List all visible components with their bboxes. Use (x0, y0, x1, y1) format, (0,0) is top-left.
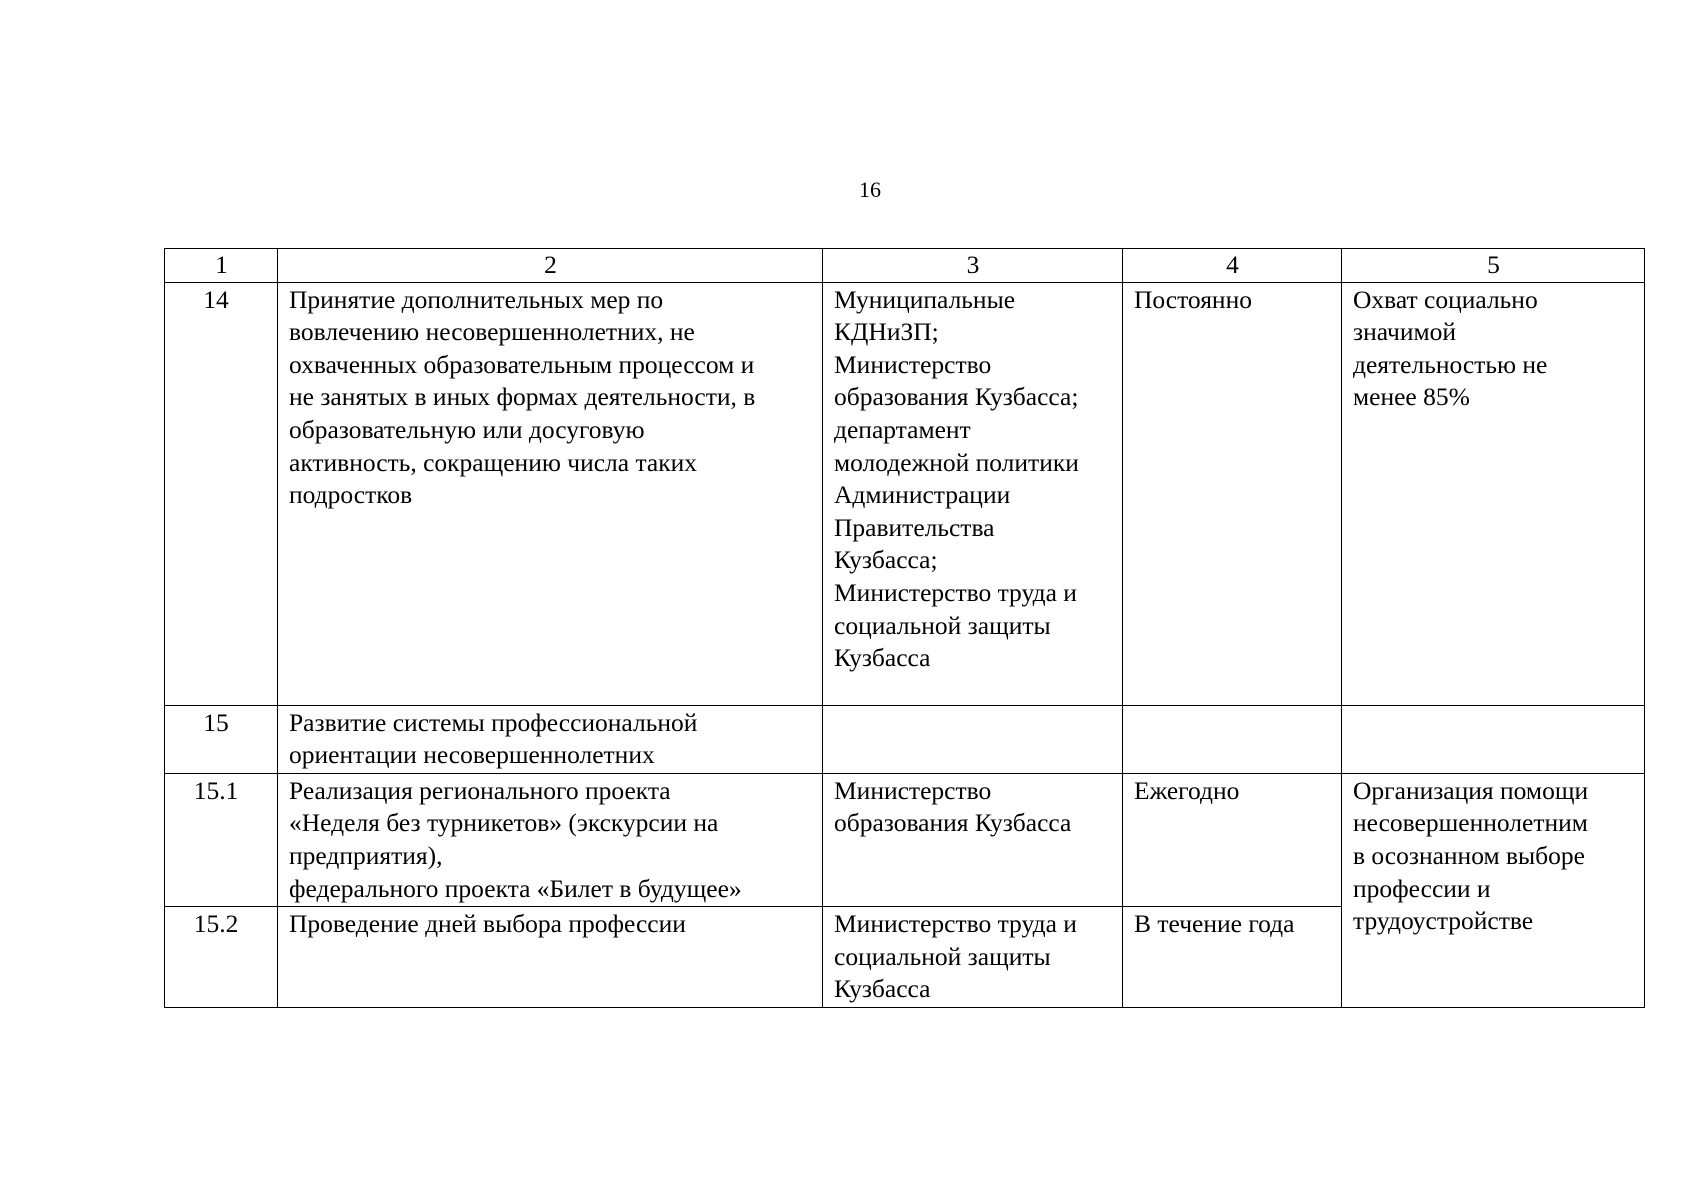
term-text (1123, 705, 1342, 773)
page-number: 16 (859, 177, 881, 202)
measure-text: Принятие дополнительных мер по вовлечению несовершеннолетних, не охваченных образовательным процессом и не занятых в иных формах деятельности, в образовательную или досуговую активность, сокращению числа таких подростков (278, 282, 823, 705)
responsible-text (823, 705, 1123, 773)
table-row (165, 282, 1645, 705)
term-text: Ежегодно (1123, 773, 1342, 906)
row-number: 15.2 (165, 907, 278, 1008)
result-text (1342, 705, 1645, 773)
row-number: 15 (165, 705, 278, 773)
responsible-text: Министерство труда и социальной защиты Кузбасса (823, 907, 1123, 1008)
result-text: Организация помощи несовершеннолетним в осознанном выборе профессии и трудоустройстве (1342, 773, 1645, 1007)
measures-table (164, 248, 1645, 1008)
header-cell-1: 1 (165, 249, 278, 283)
term-text: В течение года (1123, 907, 1342, 1008)
table-row (165, 773, 1645, 906)
header-cell-5: 5 (1342, 249, 1645, 283)
table-row (165, 705, 1645, 773)
row-number: 15.1 (165, 773, 278, 906)
row-number: 14 (165, 282, 278, 705)
responsible-text: Муниципальные КДНиЗП; Министерство образования Кузбасса; департамент молодежной политики Администрации Правительства Кузбасса; Министерство труда и социальной защиты Кузбасса (823, 282, 1123, 705)
header-cell-3: 3 (823, 249, 1123, 283)
term-text: Постоянно (1123, 282, 1342, 705)
measure-text: Проведение дней выбора профессии (278, 907, 823, 1008)
measure-text: Развитие системы профессиональной ориентации несовершеннолетних (278, 705, 823, 773)
result-text: Охват социально значимой деятельностью не менее 85% (1342, 282, 1645, 705)
header-cell-4: 4 (1123, 249, 1342, 283)
measure-text: Реализация регионального проекта «Неделя без турникетов» (экскурсии на предприятия), федерального проекта «Билет в будущее» (278, 773, 823, 906)
header-row (165, 249, 1645, 283)
header-cell-2: 2 (278, 249, 823, 283)
responsible-text: Министерство образования Кузбасса (823, 773, 1123, 906)
